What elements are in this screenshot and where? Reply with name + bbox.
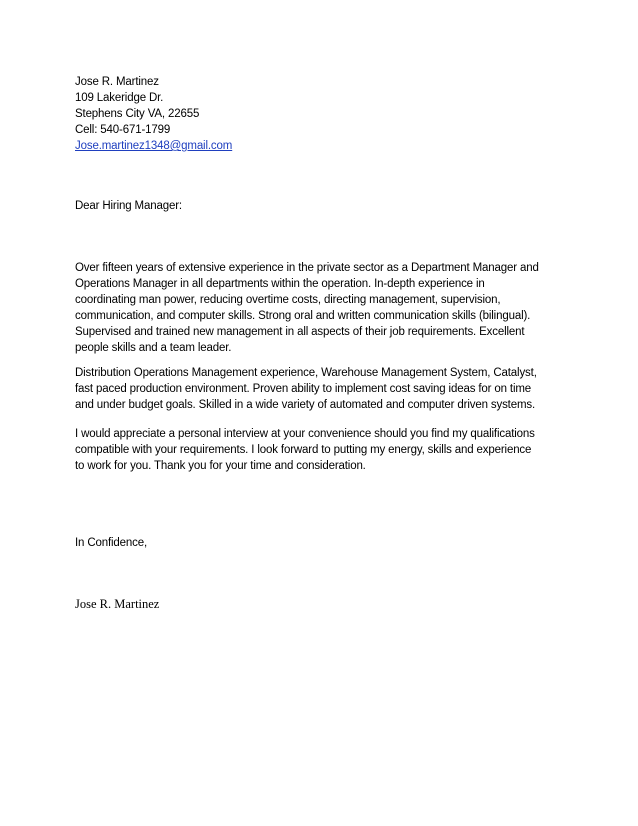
sender-phone: Cell: 540-671-1799: [75, 124, 171, 136]
paragraph-line: communication, and computer skills. Strong oral and written communication skills (bilingual).: [75, 310, 531, 322]
paragraph-line: Operations Manager in all departments within the operation. In-depth experience in: [75, 278, 485, 290]
salutation-block: [75, 198, 565, 214]
paragraph-line: I would appreciate a personal interview at your convenience should you find my qualifications: [75, 428, 535, 440]
paragraph-line: coordinating man power, reducing overtime costs, directing management, supervision,: [75, 294, 501, 306]
paragraph-line: Distribution Operations Management experience, Warehouse Management System, Catalyst,: [75, 367, 537, 379]
paragraph-line: people skills and a team leader.: [75, 342, 232, 354]
sender-email-link[interactable]: Jose.martinez1348@gmail.com: [75, 140, 233, 152]
closing-block: [75, 535, 565, 551]
sender-name: Jose R. Martinez: [75, 76, 159, 88]
signature-name: Jose R. Martinez: [75, 597, 160, 611]
body-paragraph-3: [75, 426, 565, 474]
salutation: Dear Hiring Manager:: [75, 200, 182, 212]
closing: In Confidence,: [75, 537, 148, 549]
body-paragraph-1: [75, 260, 565, 356]
sender-city: Stephens City VA, 22655: [75, 108, 200, 120]
paragraph-line: Supervised and trained new management in all aspects of their job requirements. Excellent: [75, 326, 525, 338]
paragraph-line: and under budget goals. Skilled in a wide variety of automated and computer driven systems.: [75, 399, 536, 411]
paragraph-line: fast paced production environment. Proven ability to implement cost saving ideas for on time: [75, 383, 532, 395]
sender-address-block: [75, 74, 565, 154]
body-paragraph-2: [75, 365, 565, 413]
paragraph-line: to work for you. Thank you for your time and consideration.: [75, 460, 366, 472]
sender-street: 109 Lakeridge Dr.: [75, 92, 164, 104]
signature-block: [75, 596, 565, 612]
paragraph-line: compatible with your requirements. I look forward to putting my energy, skills and experience: [75, 444, 532, 456]
paragraph-line: Over fifteen years of extensive experience in the private sector as a Department Manager and: [75, 262, 539, 274]
